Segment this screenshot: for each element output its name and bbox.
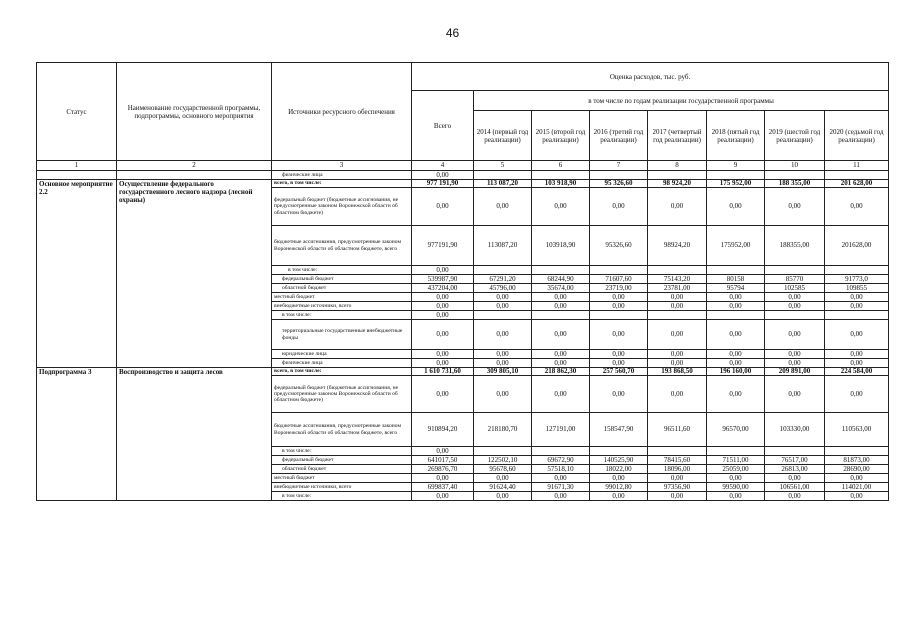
table-row [37,368,889,376]
value-cell: 140525,90 [590,456,648,465]
column-number: 1 [37,161,117,171]
header-estimate: Оценка расходов, тыс. руб. [412,63,889,91]
value-cell: 18096,00 [648,465,707,474]
value-cell: 91773,0 [825,275,889,284]
source-cell: в том числе: [272,311,412,320]
value-cell [707,447,765,456]
value-cell: 80158 [707,275,765,284]
value-cell: 113087,20 [474,226,532,266]
value-cell: 257 560,70 [590,368,648,376]
value-cell: 0,00 [532,350,590,359]
value-cell: 0,00 [648,320,707,350]
source-cell: бюджетные ассигнования, предусмотренные законом Воронежской области об областном бюджете, всего [272,226,412,266]
value-cell: 0,00 [765,350,825,359]
value-cell: 0,00 [474,359,532,368]
table-row [37,171,889,180]
value-cell: 75143,20 [648,275,707,284]
value-cell: 0,00 [412,188,474,226]
value-cell [648,447,707,456]
value-cell [474,311,532,320]
value-cell [590,311,648,320]
value-cell: 0,00 [825,376,889,413]
value-cell: 97356,90 [648,483,707,492]
value-cell: 0,00 [412,447,474,456]
column-number: 9 [707,161,765,171]
value-cell: 0,00 [590,350,648,359]
header-total: Всего [412,91,474,161]
page-number: 46 [445,26,460,40]
status-cell: Основное мероприятие 2.2 [37,180,117,368]
value-cell: 218180,70 [474,413,532,447]
value-cell: 0,00 [412,492,474,501]
value-cell: 0,00 [474,320,532,350]
value-cell: 98924,20 [648,226,707,266]
value-cell: 0,00 [765,320,825,350]
header-year: 2016 (третий год реализации) [590,111,648,161]
value-cell: 0,00 [412,359,474,368]
value-cell: 437204,00 [412,284,474,293]
column-number: 8 [648,161,707,171]
column-number: 7 [590,161,648,171]
value-cell: 0,00 [474,293,532,302]
value-cell: 0,00 [825,492,889,501]
value-cell: 0,00 [532,302,590,311]
value-cell: 0,00 [707,350,765,359]
value-cell: 0,00 [474,188,532,226]
value-cell: 0,00 [532,320,590,350]
value-cell: 0,00 [532,474,590,483]
value-cell: 175 952,00 [707,180,765,188]
value-cell: 69672,90 [532,456,590,465]
value-cell [825,311,889,320]
value-cell [707,311,765,320]
value-cell: 977 191,90 [412,180,474,188]
value-cell: 110563,00 [825,413,889,447]
column-number: 10 [765,161,825,171]
value-cell: 0,00 [532,492,590,501]
value-cell: 0,00 [648,302,707,311]
value-cell: 910894,20 [412,413,474,447]
value-cell: 196 160,00 [707,368,765,376]
value-cell: 28690,00 [825,465,889,474]
header-by-years: в том числе по годам реализации государственной программы [474,91,889,111]
value-cell: 99590,00 [707,483,765,492]
value-cell: 0,00 [532,376,590,413]
program-name-cell: Воспроизводство и защита лесов [117,368,272,501]
source-cell: местный бюджет [272,293,412,302]
source-cell: федеральный бюджет (бюджетные ассигнования, не предусмотренные законом Воронежской области об областном бюджете) [272,376,412,413]
value-cell: 106561,00 [765,483,825,492]
value-cell [532,266,590,275]
value-cell [765,311,825,320]
budget-table [36,62,889,501]
value-cell: 0,00 [648,350,707,359]
value-cell: 99012,80 [590,483,648,492]
source-cell: в том числе: [272,266,412,275]
value-cell: 0,00 [648,359,707,368]
value-cell [532,311,590,320]
value-cell: 18022,00 [590,465,648,474]
value-cell: 81873,00 [825,456,889,465]
value-cell: 0,00 [590,188,648,226]
value-cell: 68244,90 [532,275,590,284]
value-cell: 224 584,00 [825,368,889,376]
value-cell: 103330,00 [765,413,825,447]
source-cell: в том числе: [272,492,412,501]
value-cell: 96511,60 [648,413,707,447]
value-cell: 0,00 [825,302,889,311]
program-name-cell: Осуществление федерального государственного лесного надзора (лесной охраны) [117,180,272,368]
value-cell: 0,00 [707,376,765,413]
value-cell: 201 628,00 [825,180,889,188]
value-cell: 0,00 [590,492,648,501]
value-cell: 102585 [765,284,825,293]
header-sources: Источники ресурсного обеспечения [272,63,412,161]
value-cell: 0,00 [765,359,825,368]
value-cell: 0,00 [412,311,474,320]
value-cell: 0,00 [590,302,648,311]
value-cell [825,447,889,456]
value-cell: 218 862,30 [532,368,590,376]
value-cell: 0,00 [590,320,648,350]
value-cell: 0,00 [707,320,765,350]
value-cell: 0,00 [532,293,590,302]
value-cell: 114021,00 [825,483,889,492]
value-cell: 0,00 [412,171,474,180]
value-cell: 78415,60 [648,456,707,465]
source-cell: федеральный бюджет [272,456,412,465]
value-cell: 109855 [825,284,889,293]
source-cell: федеральный бюджет [272,275,412,284]
value-cell: 0,00 [412,293,474,302]
value-cell: 23719,00 [590,284,648,293]
source-cell: в том числе: [272,447,412,456]
value-cell: 0,00 [825,320,889,350]
value-cell: 0,00 [648,474,707,483]
value-cell: 977191,90 [412,226,474,266]
source-cell: физические лица [272,171,412,180]
value-cell [590,171,648,180]
value-cell [825,266,889,275]
value-cell: 0,00 [707,492,765,501]
value-cell: 0,00 [765,474,825,483]
header-year: 2018 (пятый год реализации) [707,111,765,161]
value-cell [707,266,765,275]
value-cell: 98 924,20 [648,180,707,188]
value-cell: 76517,00 [765,456,825,465]
value-cell: 0,00 [412,302,474,311]
value-cell: 641017,50 [412,456,474,465]
value-cell: 103 918,90 [532,180,590,188]
value-cell: 91624,40 [474,483,532,492]
value-cell: 0,00 [474,350,532,359]
value-cell [648,171,707,180]
value-cell: 0,00 [825,359,889,368]
value-cell: 0,00 [532,359,590,368]
source-cell: федеральный бюджет (бюджетные ассигнования, не предусмотренные законом Воронежской области об областном бюджете) [272,188,412,226]
value-cell [765,266,825,275]
status-cell [37,171,117,180]
value-cell: 0,00 [765,293,825,302]
source-cell: физические лица [272,359,412,368]
source-cell: юридические лица [272,350,412,359]
source-cell: областной бюджет [272,284,412,293]
value-cell: 95 326,60 [590,180,648,188]
value-cell: 96570,00 [707,413,765,447]
value-cell: 113 087,20 [474,180,532,188]
value-cell: 209 891,00 [765,368,825,376]
value-cell: 0,00 [707,302,765,311]
column-number: 5 [474,161,532,171]
column-number: 3 [272,161,412,171]
value-cell: 91671,30 [532,483,590,492]
header-year: 2017 (четвертый год реализации) [648,111,707,161]
source-cell: местный бюджет [272,474,412,483]
value-cell [825,171,889,180]
header-year: 2020 (седьмой год реализации) [825,111,889,161]
value-cell: 0,00 [474,376,532,413]
value-cell: 0,00 [412,376,474,413]
value-cell: 158547,90 [590,413,648,447]
value-cell: 0,00 [707,474,765,483]
value-cell: 85770 [765,275,825,284]
value-cell: 1 610 731,60 [412,368,474,376]
value-cell: 539987,90 [412,275,474,284]
column-number: 11 [825,161,889,171]
source-cell: бюджетные ассигнования, предусмотренные законом Воронежской области об областном бюджете, всего [272,413,412,447]
value-cell: 0,00 [532,188,590,226]
value-cell: 0,00 [825,188,889,226]
value-cell: 67291,20 [474,275,532,284]
value-cell: 71511,00 [707,456,765,465]
value-cell [648,266,707,275]
value-cell: 57518,10 [532,465,590,474]
value-cell: 0,00 [765,302,825,311]
value-cell: 0,00 [765,492,825,501]
value-cell [648,311,707,320]
value-cell: 201628,00 [825,226,889,266]
value-cell [707,171,765,180]
value-cell: 0,00 [412,320,474,350]
header-year: 2019 (шестой год реализации) [765,111,825,161]
value-cell: 0,00 [590,474,648,483]
value-cell [474,447,532,456]
value-cell: 0,00 [412,474,474,483]
value-cell: 0,00 [648,188,707,226]
value-cell: 0,00 [707,293,765,302]
value-cell: 0,00 [765,376,825,413]
value-cell: 309 805,10 [474,368,532,376]
value-cell: 127191,00 [532,413,590,447]
value-cell [590,447,648,456]
value-cell: 0,00 [590,359,648,368]
value-cell: 0,00 [590,293,648,302]
header-status: Статус [37,63,117,161]
value-cell: 122502,10 [474,456,532,465]
value-cell: 0,00 [648,293,707,302]
table-row [37,180,889,188]
value-cell: 0,00 [765,188,825,226]
value-cell: 25059,00 [707,465,765,474]
source-cell: внебюджетные источники, всего [272,483,412,492]
value-cell [765,447,825,456]
value-cell: 35674,00 [532,284,590,293]
value-cell: 699837,40 [412,483,474,492]
source-cell: областной бюджет [272,465,412,474]
value-cell [590,266,648,275]
header-name: Наименование государственной программы, подпрограммы, основного мероприятия [117,63,272,161]
name-cell [117,171,272,180]
value-cell: 0,00 [474,302,532,311]
value-cell: 188 355,00 [765,180,825,188]
status-cell: Подпрограмма 3 [37,368,117,501]
value-cell: 95326,60 [590,226,648,266]
value-cell: 0,00 [474,474,532,483]
value-cell [474,171,532,180]
value-cell: 0,00 [825,293,889,302]
header-year: 2014 (первый год реализации) [474,111,532,161]
value-cell: 0,00 [825,350,889,359]
value-cell: 0,00 [412,266,474,275]
value-cell [765,171,825,180]
value-cell [532,447,590,456]
value-cell: 23781,00 [648,284,707,293]
column-number: 6 [532,161,590,171]
value-cell: 45796,00 [474,284,532,293]
value-cell: 0,00 [707,188,765,226]
value-cell: 26813,00 [765,465,825,474]
value-cell: 0,00 [825,474,889,483]
value-cell: 175952,00 [707,226,765,266]
value-cell: 193 868,50 [648,368,707,376]
value-cell: 269876,70 [412,465,474,474]
column-number: 2 [117,161,272,171]
value-cell: 0,00 [412,350,474,359]
value-cell [532,171,590,180]
value-cell: 188355,00 [765,226,825,266]
value-cell: 71607,60 [590,275,648,284]
value-cell: 103918,90 [532,226,590,266]
header-year: 2015 (второй год реализации) [532,111,590,161]
value-cell: 95678,60 [474,465,532,474]
value-cell: 0,00 [590,376,648,413]
value-cell: 0,00 [648,376,707,413]
source-cell: всего, в том числе: [272,368,412,376]
value-cell: 0,00 [648,492,707,501]
value-cell [474,266,532,275]
column-number: 4 [412,161,474,171]
source-cell: всего, в том числе: [272,180,412,188]
value-cell: 0,00 [474,492,532,501]
source-cell: внебюджетные источники, всего [272,302,412,311]
value-cell: 0,00 [707,359,765,368]
value-cell: 95794 [707,284,765,293]
source-cell: территориальные государственные внебюджетные фонды [272,320,412,350]
